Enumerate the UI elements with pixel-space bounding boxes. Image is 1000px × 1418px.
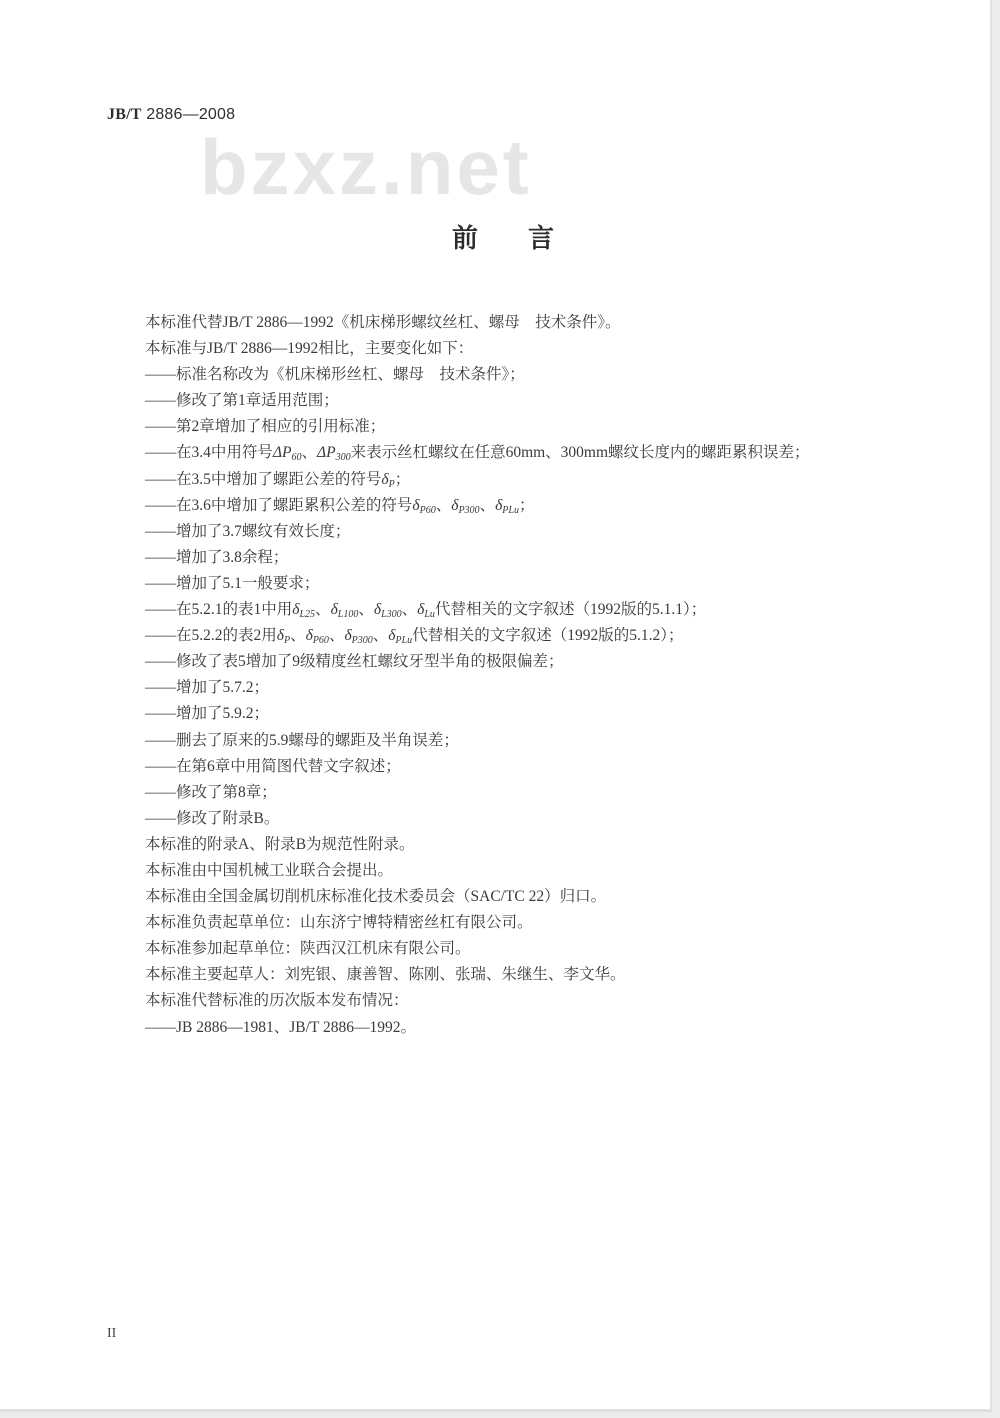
symbol-text: δ [330, 601, 338, 619]
symbol-text: ΔP [272, 444, 292, 462]
separator: 、 [290, 627, 306, 645]
paragraph-line: 本标准由全国金属切削机床标准化技术委员会（SAC/TC 22）归口。 [145, 888, 607, 906]
symbol-delta-p60 [272, 444, 302, 464]
symbol-subscript: P [388, 478, 395, 490]
text-span: ——在3.4中用符号 [145, 444, 273, 462]
symbol-text: δ [451, 496, 459, 514]
symbol-text: δ [388, 627, 396, 645]
change-item [145, 597, 945, 623]
symbol-delta-l25 [292, 601, 316, 621]
symbol-text: δ [276, 627, 284, 645]
text-span: ——在3.6中增加了螺距累积公差的符号 [145, 496, 413, 514]
symbol-subscript: P300 [458, 504, 480, 516]
paragraph-line: 本标准参加起草单位：陕西汉江机床有限公司。 [145, 940, 471, 958]
change-item: ——修改了第8章； [145, 783, 277, 801]
symbol-subscript: PLu [395, 635, 413, 647]
symbol-delta-plu [388, 627, 413, 647]
symbol-text: δ [305, 627, 313, 645]
symbol-text: δ [373, 601, 382, 619]
change-item: ——标准名称改为《机床梯形丝杠、螺母 技术条件》； [145, 366, 525, 384]
symbol-delta-p300 [316, 444, 351, 464]
symbol-text: δ [495, 496, 503, 514]
symbol-subscript: P [283, 635, 291, 647]
change-item: ——增加了3.7螺纹有效长度； [145, 522, 351, 540]
symbol-delta-p60 [305, 627, 329, 647]
symbol-delta-lu [417, 601, 435, 621]
paragraph-line: 本标准与JB/T 2886—1992相比，主要变化如下： [145, 340, 474, 358]
change-item: ——增加了5.1一般要求； [145, 574, 320, 592]
symbol-delta-p300 [344, 627, 373, 647]
symbol-subscript: 300 [335, 452, 351, 464]
change-item [145, 467, 945, 493]
symbol-text: δ [344, 627, 352, 645]
change-item: ——修改了附录B。 [145, 809, 280, 827]
change-item: ——增加了5.9.2； [145, 705, 270, 723]
change-item [145, 623, 945, 649]
document-code [107, 106, 235, 124]
paragraph-line: 本标准由中国机械工业联合会提出。 [145, 861, 394, 879]
separator: 、 [372, 627, 389, 645]
symbol-subscript: P300 [351, 635, 373, 647]
watermark: bzxz.net [200, 123, 532, 211]
separator: 、 [401, 601, 418, 619]
change-item [145, 493, 945, 519]
text-span: ——在5.2.2的表2用 [145, 627, 277, 645]
paragraph-line: 本标准负责起草单位：山东济宁博特精密丝杠有限公司。 [145, 914, 533, 932]
separator: 、 [479, 496, 496, 514]
change-item: ——修改了第1章适用范围； [145, 392, 339, 410]
symbol-delta-p [276, 627, 291, 647]
text-span: ； [518, 496, 535, 514]
paragraph-line: 本标准主要起草人：刘宪银、康善智、陈刚、张瑞、朱继生、李文华。 [145, 966, 626, 984]
change-item [145, 440, 945, 466]
symbol-delta-plu [495, 497, 519, 514]
text-span: 来表示丝杠螺纹在任意60mm、300mm螺纹长度内的螺距累积误差； [350, 444, 810, 462]
separator: 、 [315, 601, 331, 619]
symbol-text: ΔP [316, 444, 336, 462]
paragraph-line: 本标准代替标准的历次版本发布情况： [145, 992, 409, 1010]
change-item: ——第2章增加了相应的引用标准； [145, 418, 386, 436]
symbol-subscript: Lu [424, 609, 435, 621]
symbol-delta-l300 [373, 601, 402, 621]
paragraph-line: 本标准代替JB/T 2886—1992《机床梯形螺纹丝杠、螺母 技术条件》。 [145, 314, 621, 331]
symbol-text: δ [381, 470, 389, 488]
change-item: ——增加了3.8余程； [145, 548, 289, 566]
change-item: ——在第6章中用简图代替文字叙述； [145, 757, 401, 775]
symbol-delta-p300 [451, 497, 479, 514]
paragraph-line: 本标准的附录A、附录B为规范性附录。 [145, 835, 415, 853]
symbol-delta-l100 [330, 601, 359, 621]
change-item: ——JB 2886—1981、JB/T 2886—1992。 [145, 1018, 416, 1036]
separator: 、 [328, 627, 345, 645]
doc-code-number: 2886—2008 [141, 106, 236, 123]
symbol-subscript: PLu [502, 504, 519, 516]
symbol-subscript: L100 [337, 609, 359, 621]
change-item: ——修改了表5增加了9级精度丝杠螺纹牙型半角的极限偏差； [145, 653, 564, 671]
symbol-text: δ [292, 601, 300, 619]
separator: 、 [435, 496, 452, 514]
symbol-text: δ [417, 601, 425, 619]
symbol-text: δ [412, 496, 420, 514]
page-title: 前言 [452, 224, 605, 254]
page-number: II [107, 1326, 117, 1341]
symbol-subscript: L300 [381, 609, 402, 621]
symbol-subscript: 60 [291, 452, 302, 464]
text-span: ； [394, 470, 411, 488]
symbol-subscript: P60 [419, 504, 436, 516]
symbol-delta-p60 [412, 497, 435, 514]
foreword-body [145, 310, 945, 1041]
change-item: ——删去了原来的5.9螺母的螺距及半角误差； [145, 731, 459, 749]
symbol-subscript: L25 [299, 609, 316, 621]
text-span: ——在5.2.1的表1中用 [145, 601, 293, 619]
change-item: ——增加了5.7.2； [145, 679, 270, 697]
symbol-delta-p [381, 471, 394, 488]
doc-code-prefix: JB/T [107, 106, 142, 123]
text-span: 代替相关的文字叙述（1992版的5.1.1）； [434, 601, 707, 619]
symbol-subscript: P60 [312, 635, 329, 647]
text-span: 代替相关的文字叙述（1992版的5.1.2）； [412, 627, 684, 645]
separator: 、 [301, 444, 317, 462]
text-span: ——在3.5中增加了螺距公差的符号 [145, 470, 382, 488]
separator: 、 [358, 601, 374, 619]
